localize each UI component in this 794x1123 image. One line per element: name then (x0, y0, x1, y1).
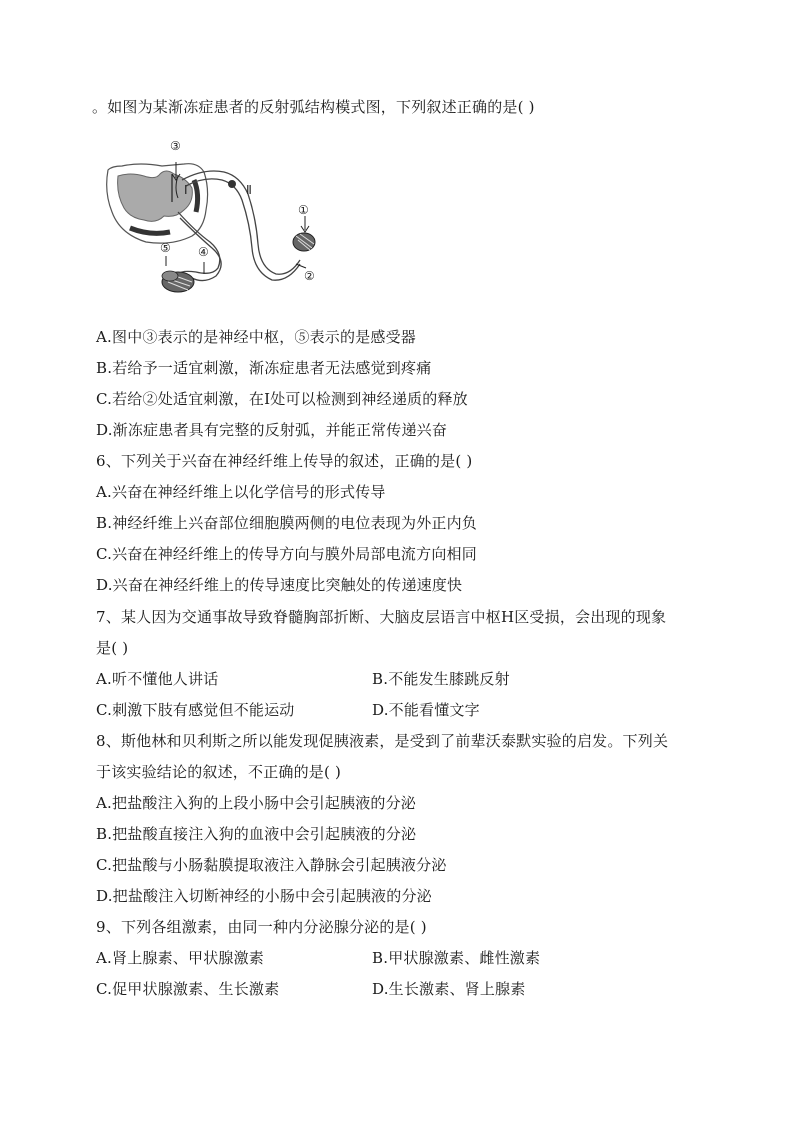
q9-stem: 9、下列各组激素，由同一种内分泌腺分泌的是( ) (96, 918, 427, 936)
q7-option-c: C.刺激下肢有感觉但不能运动 (96, 701, 295, 719)
q9-option-d: D.生长激素、肾上腺素 (372, 980, 526, 998)
reflex-arc-figure (100, 132, 340, 307)
q6-option-a: A.兴奋在神经纤维上以化学信号的形式传导 (96, 483, 386, 501)
reflex-arc-diagram (100, 132, 340, 307)
q9-option-c: C.促甲状腺激素、生长激素 (96, 980, 280, 998)
ganglion-dot (228, 180, 236, 188)
label-I: Ⅰ (184, 183, 188, 197)
label-3: ③ (170, 139, 181, 153)
q8-stem-line1: 8、斯他林和贝利斯之所以能发现促胰液素，是受到了前辈沃泰默实验的启发。下列关 (96, 732, 669, 750)
q7-option-b: B.不能发生膝跳反射 (372, 670, 510, 688)
effector-structure (162, 271, 194, 292)
q8-option-b: B.把盐酸直接注入狗的血液中会引起胰液的分泌 (96, 825, 417, 843)
q7-stem-line1: 7、某人因为交通事故导致脊髓胸部折断、大脑皮层语言中枢H区受损，会出现的现象 (96, 608, 667, 626)
label-4: ④ (198, 245, 209, 259)
q7-option-d: D.不能看懂文字 (372, 701, 480, 719)
label-5: ⑤ (160, 241, 171, 255)
label-2: ② (304, 269, 315, 283)
q8-option-c: C.把盐酸与小肠黏膜提取液注入静脉会引起胰液分泌 (96, 856, 447, 874)
receptor-structure (293, 233, 315, 251)
q5-stem: 。如图为某渐冻症患者的反射弧结构模式图，下列叙述正确的是( ) (92, 98, 535, 116)
q9-option-b: B.甲状腺激素、雌性激素 (372, 949, 541, 967)
q5-option-b: B.若给予一适宜刺激，渐冻症患者无法感觉到疼痛 (96, 359, 432, 377)
q8-stem-line2: 于该实验结论的叙述，不正确的是( ) (96, 763, 342, 781)
q7-stem-line2: 是( ) (96, 639, 129, 657)
q6-option-b: B.神经纤维上兴奋部位细胞膜两侧的电位表现为外正内负 (96, 514, 477, 532)
q9-option-a: A.肾上腺素、甲状腺激素 (96, 949, 265, 967)
q7-option-a: A.听不懂他人讲话 (96, 670, 219, 688)
label-II: Ⅱ (246, 183, 252, 197)
q6-option-c: C.兴奋在神经纤维上的传导方向与膜外局部电流方向相同 (96, 545, 477, 563)
q5-option-c: C.若给②处适宜刺激，在Ⅰ处可以检测到神经递质的释放 (96, 390, 468, 408)
q5-option-a: A.图中③表示的是神经中枢，⑤表示的是感受器 (96, 328, 417, 346)
q6-option-d: D.兴奋在神经纤维上的传导速度比突触处的传递速度快 (96, 576, 463, 594)
q5-option-d: D.渐冻症患者具有完整的反射弧，并能正常传递兴奋 (96, 421, 448, 439)
q8-option-d: D.把盐酸注入切断神经的小肠中会引起胰液的分泌 (96, 887, 432, 905)
q6-stem: 6、下列关于兴奋在神经纤维上传导的叙述，正确的是( ) (96, 452, 473, 470)
label-1: ① (298, 203, 309, 217)
q8-option-a: A.把盐酸注入狗的上段小肠中会引起胰液的分泌 (96, 794, 417, 812)
